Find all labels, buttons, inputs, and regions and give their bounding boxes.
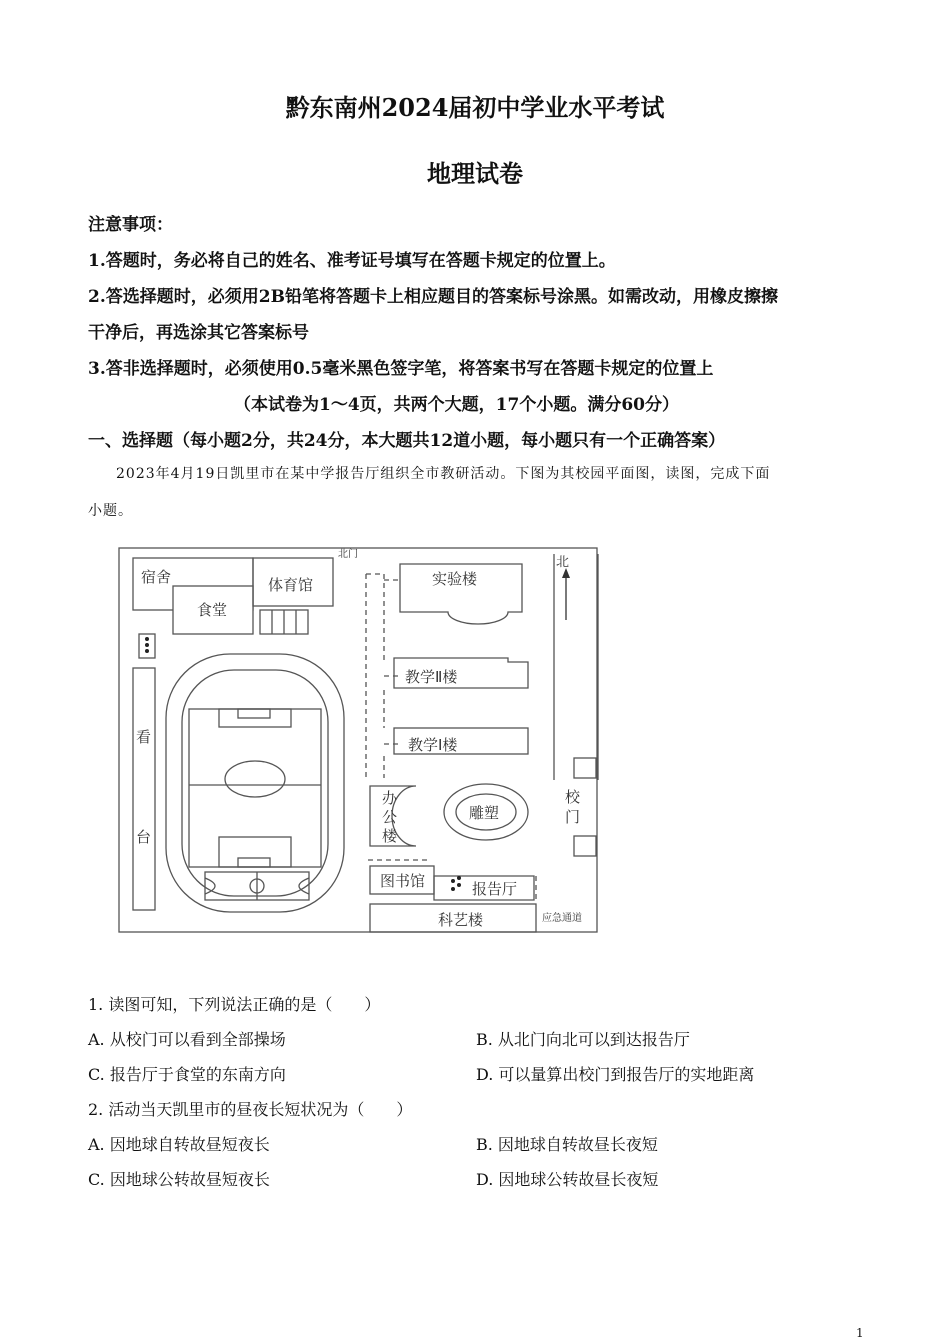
question-2-option-b: B. 因地球自转故昼长夜短 bbox=[476, 1135, 658, 1154]
north-arrow-label: 北 bbox=[556, 555, 570, 570]
question-2-stem: 2. 活动当天凯里市的昼夜长短状况为（ ） bbox=[88, 1100, 413, 1119]
running-track bbox=[166, 654, 344, 912]
gate-pillar-south bbox=[574, 836, 596, 856]
football-field bbox=[189, 709, 321, 867]
stand-label-top: 看 bbox=[136, 728, 152, 746]
canteen-label: 食堂 bbox=[197, 601, 228, 619]
notice-item-3: 3.答非选择题时，必须使用0.5毫米黑色签字笔，将答案书写在答题卡规定的位置上 bbox=[88, 359, 714, 379]
dormitory-label: 宿舍 bbox=[141, 568, 172, 586]
emergency-path-label: 应急通道 bbox=[542, 913, 582, 924]
library-label: 图书馆 bbox=[380, 872, 426, 890]
teaching-2-label: 教学Ⅱ楼 bbox=[405, 668, 458, 686]
notice-heading: 注意事项： bbox=[88, 215, 173, 235]
question-1-option-a: A. 从校门可以看到全部操场 bbox=[88, 1030, 286, 1049]
office-label-3: 楼 bbox=[382, 827, 398, 845]
notice-item-2-line-2: 干净后，再选涂其它答案标号 bbox=[88, 323, 309, 343]
question-2-option-c: C. 因地球公转故昼短夜长 bbox=[88, 1170, 270, 1189]
stand-label-bottom: 台 bbox=[136, 828, 152, 846]
stand-building bbox=[133, 668, 155, 910]
school-gate-label-2: 门 bbox=[565, 808, 581, 826]
page-number: 1 bbox=[856, 1326, 864, 1340]
school-gate-label-1: 校 bbox=[565, 788, 581, 806]
section-1-intro-line-1: 2023年4月19日凯里市在某中学报告厅组织全市教研活动。下图为其校园平面图，读图，完成下面 bbox=[116, 466, 771, 482]
north-gate-label: 北门 bbox=[338, 549, 358, 560]
lab-label: 实验楼 bbox=[432, 570, 478, 588]
teaching-1-label: 教学Ⅰ楼 bbox=[408, 736, 458, 754]
arts-building-label: 科艺楼 bbox=[438, 911, 484, 929]
exam-title: 黔东南州2024届初中学业水平考试 bbox=[285, 93, 665, 122]
exam-scope: （本试卷为1～4页，共两个大题，17个小题。满分60分） bbox=[234, 395, 679, 415]
gate-pillar-north bbox=[574, 758, 596, 778]
section-1-heading: 一、选择题（每小题2分，共24分，本大题共12道小题，每小题只有一个正确答案） bbox=[88, 431, 726, 451]
gym-label: 体育馆 bbox=[268, 576, 314, 594]
question-2-option-d: D. 因地球公转故昼长夜短 bbox=[476, 1170, 659, 1189]
question-2-option-a: A. 因地球自转故昼短夜长 bbox=[88, 1135, 270, 1154]
notice-item-2-line-1: 2.答选择题时，必须用2B铅笔将答题卡上相应题目的答案标号涂黑。如需改动，用橡皮擦擦 bbox=[88, 287, 778, 307]
lecture-hall-label: 报告厅 bbox=[472, 880, 518, 898]
exam-subtitle: 地理试卷 bbox=[427, 159, 523, 188]
sculpture-label: 雕塑 bbox=[469, 804, 500, 822]
office-label-2: 公 bbox=[382, 808, 398, 826]
section-1-intro-line-2: 小题。 bbox=[88, 503, 133, 519]
office-label-1: 办 bbox=[382, 789, 398, 807]
question-1-option-b: B. 从北门向北可以到达报告厅 bbox=[476, 1030, 690, 1049]
question-1-stem: 1. 读图可知，下列说法正确的是（ ） bbox=[88, 995, 381, 1014]
notice-item-1: 1.答题时，务必将自己的姓名、准考证号填写在答题卡规定的位置上。 bbox=[88, 251, 616, 271]
question-1-option-c: C. 报告厅于食堂的东南方向 bbox=[88, 1065, 286, 1084]
question-1-option-d: D. 可以量算出校门到报告厅的实地距离 bbox=[476, 1065, 755, 1084]
